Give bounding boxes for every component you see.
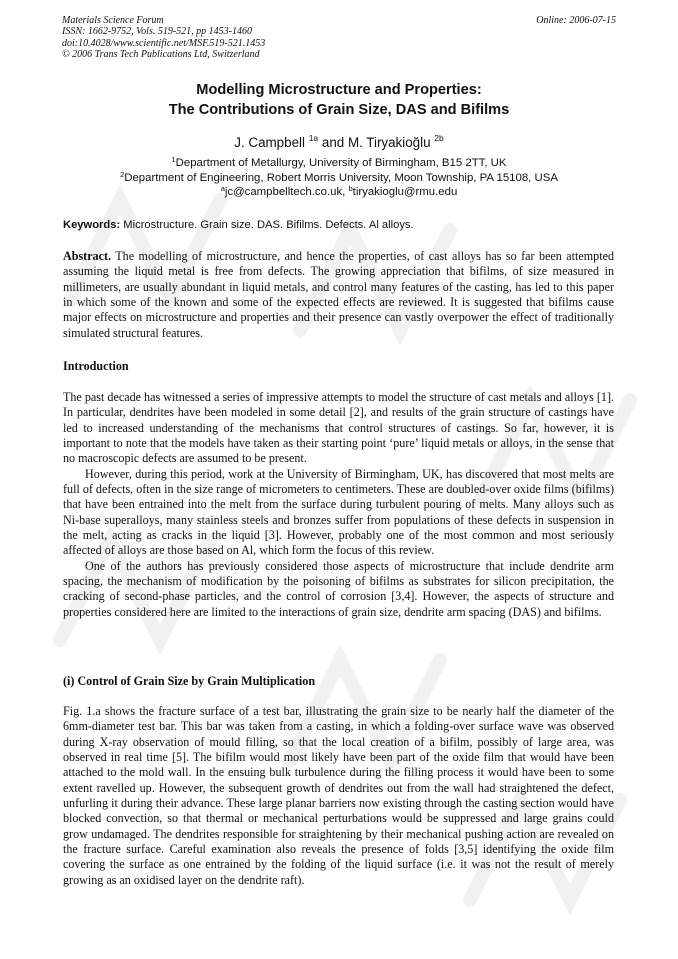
intro-paragraph-2: However, during this period, work at the University of Birmingham, UK, has discovered that most melts are full of defects, often in the size range of micrometers to centimeters. These are doubled-over oxide films (bifilms) that have been entrained into the melt from the surface during turbulent pouring of melts. Many alloys such as Ni-base superalloys, many stainless steels and bronzes suffer from populations of these defects in suspension in the melt, acting as cracks in the liquid [3]. However, probably one of the most common and most seriously affected of alloys are those based on Al, which form the focus of this review.	[63, 466, 614, 558]
abstract	[63, 249, 614, 341]
title-line-1: Modelling Microstructure and Properties:	[196, 82, 482, 98]
section-1-body	[63, 704, 614, 888]
section-1-paragraph-1: Fig. 1.a shows the fracture surface of a test bar, illustrating the grain size to be nearly half the diameter of the 6mm-diameter test bar. This bar was taken from a casting, in which a folding-over surface wave was observed during X-ray observation of mould filling, so that the local creation of a bifilm, possibly of large area, was observed in real time [5]. The bifilm would most likely have been part of the oxide film that would have been attached to the mold wall. In the ensuing bulk turbulence during the filling process it would have been to some extent ravelled up. However, the subsequent growth of dendrites out from the wall had straightened the defect, unfurling it during their advance. These large planar barriers now existing through the casting section would have blocked convection, so that thermal or mechanical perturbations would be suppressed and large grains could grow undamaged. The dendrites responsible for straightening by their mechanical pushing action are revealed on the fracture surface. Careful examination also reveals the presence of folds [3,5] identifying the oxide film covering the surface as one entrained by the folding of the liquid surface (i.e. it was not the result of merely growing as an oxidised layer on the dendrite raft).	[63, 704, 614, 887]
journal-name: Materials Science Forum	[62, 15, 164, 26]
introduction-heading: Introduction	[63, 359, 129, 373]
doi-line: doi:10.4028/www.scientific.net/MSF.519-521.1453	[62, 37, 266, 49]
email-a-sup: a	[220, 184, 225, 193]
introduction-body	[63, 390, 614, 620]
author-1-sup: 1a	[308, 133, 319, 143]
intro-paragraph-1: The past decade has witnessed a series of impressive attempts to model the structure of cast metals and alloys [1]. In particular, dendrites have been modeled in some detail [2], and results of the grain structure of castings have led to increased understanding of the mechanisms that control structures of castings. So far, however, it is important to note that the models have taken as their starting point ‘pure’ liquid metals or alloys, in the sense that no macroscopic defects are assumed to be present.	[63, 390, 614, 466]
affiliation-1-sup: 1	[171, 155, 176, 164]
copyright-line: © 2006 Trans Tech Publications Ltd, Switzerland	[62, 49, 260, 61]
author-2: and M. Tiryakioğlu	[318, 135, 435, 150]
email-line	[40, 182, 638, 199]
affiliation-2-text: Department of Engineering, Robert Morris University, Moon Township, PA 15108, USA	[124, 172, 558, 184]
abstract-text: The modelling of microstructure, and hence the properties, of cast alloys has so far been attempted assuming the liquid metal is free from defects. The growing appreciation that bifilms, of size measured in millimeters, are usually abundant in liquid metals, and control many features of the casting, has led to this paper in which some of the known and some of the expected effects are reviewed. It is suggested that bifilms cause major effects on microstructure and properties and their presence can vastly overpower the effect of traditionally simulated structural features.	[63, 249, 614, 340]
keywords	[63, 219, 617, 231]
author-2-sup: 2b	[434, 133, 444, 143]
email-b: tiryakioglu@rmu.edu	[352, 186, 458, 198]
author-1: J. Campbell	[234, 135, 309, 150]
keywords-text: Microstructure. Grain size. DAS. Bifilms. Defects. Al alloys.	[120, 219, 414, 231]
issn-line: ISSN: 1662-9752, Vols. 519-521, pp 1453-1460	[62, 26, 252, 38]
abstract-label: Abstract.	[63, 249, 112, 263]
paper-title	[40, 80, 638, 120]
online-date: Online: 2006-07-15	[536, 15, 616, 26]
email-a: jc@campbelltech.co.uk,	[224, 186, 349, 198]
keywords-label: Keywords:	[63, 219, 121, 231]
section-1-heading: (i) Control of Grain Size by Grain Multiplication	[63, 674, 316, 688]
affiliation-2-sup: 2	[120, 170, 125, 179]
intro-paragraph-3: One of the authors has previously considered those aspects of microstructure that include dendrite arm spacing, the mechanism of modification by the poisoning of bifilms as substrates for silicon precipitation, the cracking of second-phase particles, and the control of corrosion [3,4]. However, the aspects of structure and properties considered here are limited to the interactions of grain size, dendrite arm spacing (DAS) and bifilms.	[63, 558, 614, 619]
affiliation-1-text: Department of Metallurgy, University of Birmingham, B15 2TT, UK	[175, 157, 507, 169]
journal-header	[62, 15, 616, 61]
author-line	[40, 133, 638, 150]
email-b-sup: b	[348, 184, 353, 193]
title-line-2: The Contributions of Grain Size, DAS and Bifilms	[168, 102, 510, 118]
